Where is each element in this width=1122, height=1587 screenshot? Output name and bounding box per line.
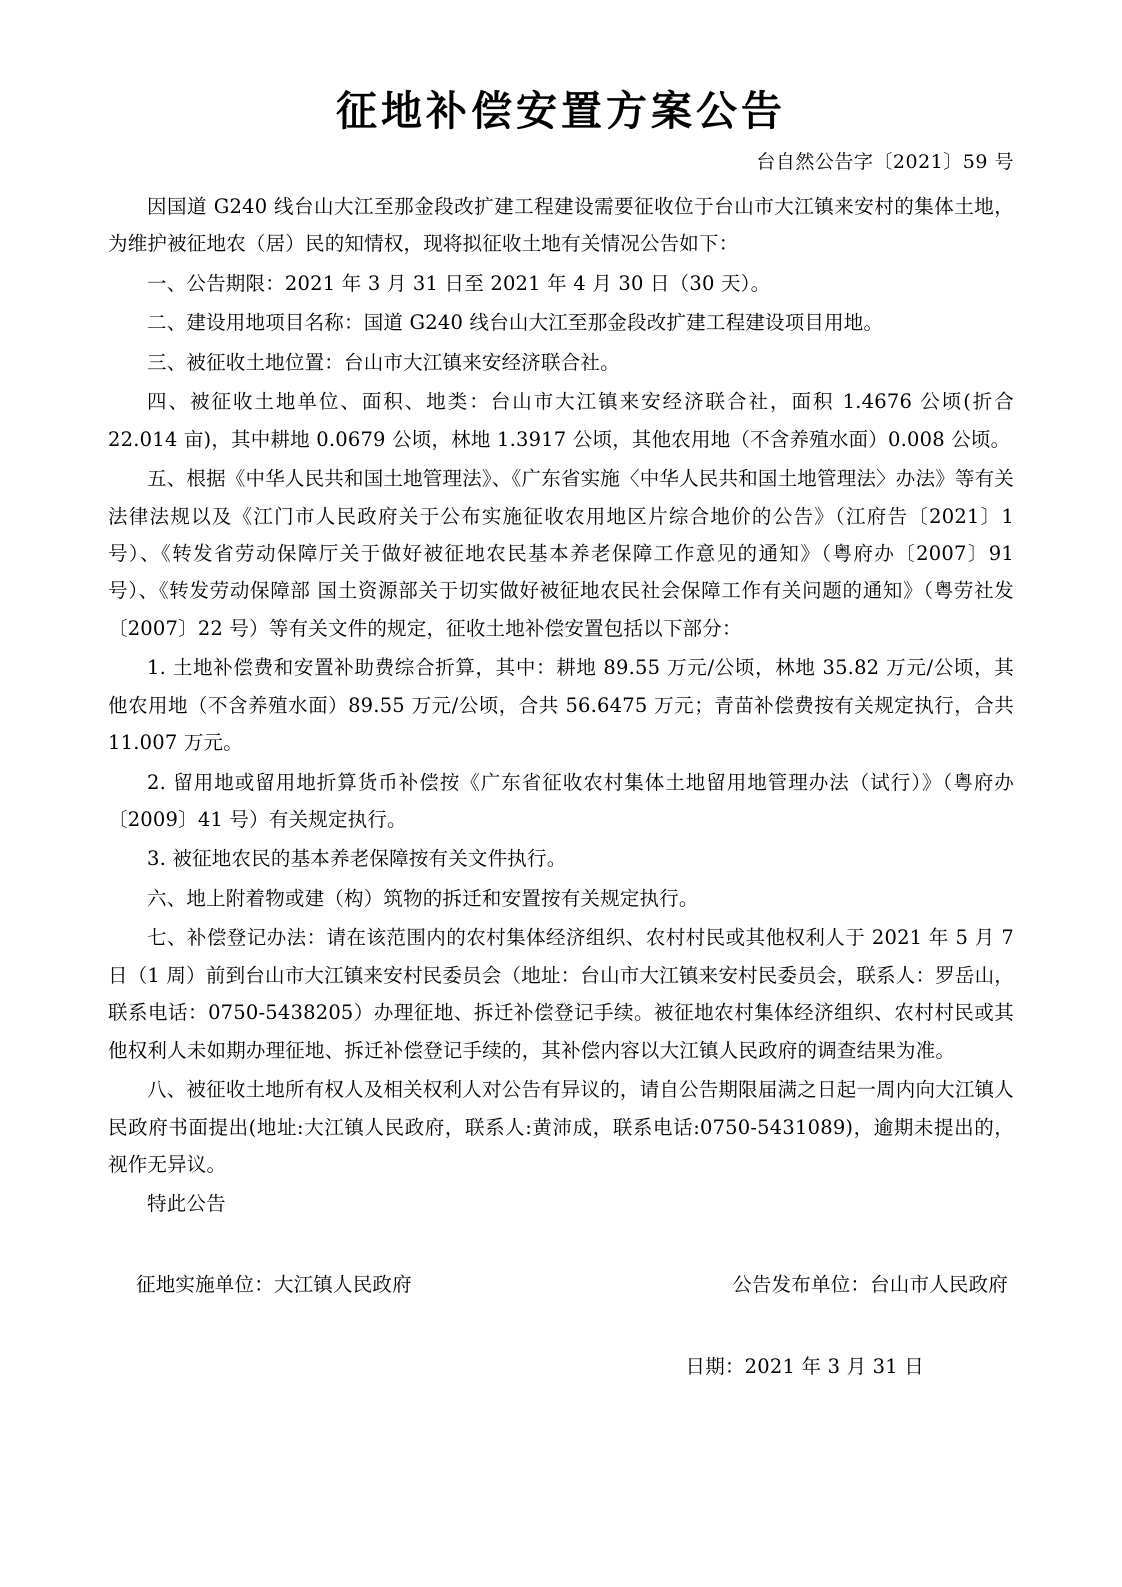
issue-date: 日期：2021 年 3 月 31 日 xyxy=(685,1354,924,1378)
clause-item-1: 一、公告期限：2021 年 3 月 31 日至 2021 年 4 月 30 日（30 天）。 xyxy=(147,271,771,295)
issuing-unit: 公告发布单位：台山市人民政府 xyxy=(732,1272,1008,1296)
implementing-unit: 征地实施单位：大江镇人民政府 xyxy=(136,1272,412,1296)
clause-item-2: 二、建设用地项目名称：国道 G240 线台山大江至那金段改扩建工程建设项目用地。 xyxy=(147,311,884,335)
clause-item-6: 六、地上附着物或建（构）筑物的拆迁和安置按有关规定执行。 xyxy=(147,886,699,910)
sub-clause-2: 2. 留用地或留用地折算货币补偿按《广东省征收农村集体土地留用地管理办法（试行）》（粤府办〔2009〕41 号）有关规定执行。 xyxy=(108,770,1014,831)
document-number: 台自然公告字〔2021〕59 号 xyxy=(756,151,1014,173)
signature-row xyxy=(108,1269,1014,1297)
closing-statement: 特此公告 xyxy=(147,1192,226,1216)
clause-item-4: 四、被征收土地单位、面积、地类：台山市大江镇来安经济联合社，面积 1.4676 公顷(折合 22.014 亩)，其中耕地 0.0679 公顷，林地 1.3917 公顷，其他农用地（不含养殖水面）0.008 公顷。 xyxy=(108,390,1014,451)
clause-item-3: 三、被征收土地位置：台山市大江镇来安经济联合社。 xyxy=(147,350,620,374)
sub-clause-3: 3. 被征地农民的基本养老保障按有关文件执行。 xyxy=(147,847,567,871)
sub-clause-1: 1. 土地补偿费和安置补助费综合折算，其中：耕地 89.55 万元/公顷，林地 35.82 万元/公顷，其他农用地（不含养殖水面）89.55 万元/公顷，合共 56.6475 万元；青苗补偿费按有关规定执行，合共 11.007 万元。 xyxy=(108,656,1014,755)
intro-paragraph: 因国道 G240 线台山大江至那金段改扩建工程建设需要征收位于台山市大江镇来安村的集体土地，为维护被征地农（居）民的知情权，现将拟征收土地有关情况公告如下： xyxy=(108,195,1014,256)
clause-item-7: 七、补偿登记办法：请在该范围内的农村集体经济组织、农村村民或其他权利人于 2021 年 5 月 7 日（1 周）前到台山市大江镇来安村民委员会（地址：台山市大江镇来安村民委员会，联系人：罗岳山，联系电话：0750-5438205）办理征地、拆迁补偿登记手续。被征地农村集体经济组织、农村村民或其他权利人未如期办理征地、拆迁补偿登记手续的，其补偿内容以大江镇人民政府的调查结果为准。 xyxy=(108,926,1014,1062)
clause-item-5: 五、根据《中华人民共和国土地管理法》、《广东省实施〈中华人民共和国土地管理法〉办法》等有关法律法规以及《江门市人民政府关于公布实施征收农用地区片综合地价的公告》（江府告〔2021〕1 号）、《转发省劳动保障厅关于做好被征地农民基本养老保障工作意见的通知》（粤府办〔2007〕91 号）、《转发劳动保障部 国土资源部关于切实做好被征地农民社会保障工作有关问题的通知》（粤劳社发〔2007〕22 号）等有关文件的规定，征收土地补偿安置包括以下部分： xyxy=(108,467,1015,640)
page-title: 征地补偿安置方案公告 xyxy=(336,87,786,135)
clause-item-8: 八、被征收土地所有权人及相关权利人对公告有异议的，请自公告期限届满之日起一周内向大江镇人民政府书面提出(地址:大江镇人民政府，联系人:黄沛成，联系电话:0750-5431089)，逾期未提出的，视作无异议。 xyxy=(108,1078,1014,1176)
